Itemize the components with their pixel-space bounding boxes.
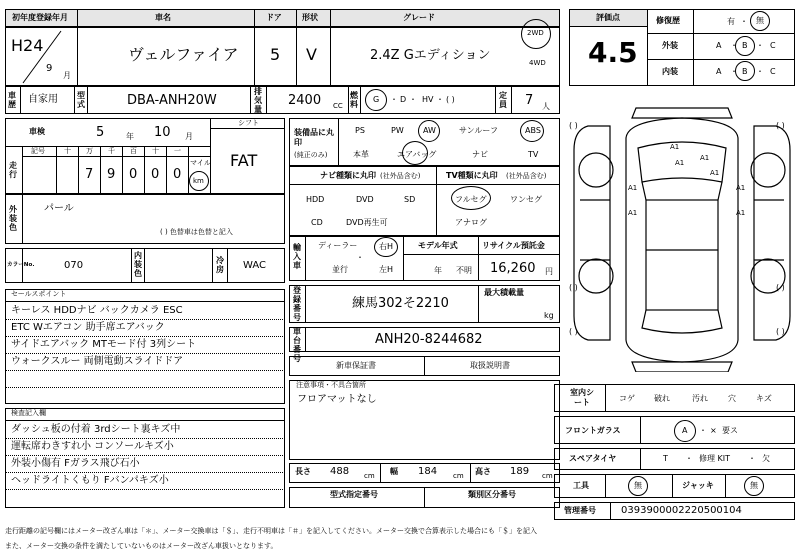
- recycle-value: 16,260: [490, 261, 536, 276]
- tv-oneseg: ワンセグ: [510, 195, 542, 204]
- spare-kit: 修理 KIT: [699, 454, 731, 463]
- seat-tear: 破れ: [654, 394, 670, 403]
- score-label: 評価点: [596, 13, 620, 22]
- equipment-sublabel: (純正のみ): [294, 151, 328, 159]
- model-name-label: 車名: [155, 13, 171, 22]
- first-reg-month-unit: 月: [63, 71, 71, 80]
- damage-label-2: A1: [700, 154, 710, 162]
- length-value: 488: [330, 466, 350, 477]
- footer-note-1: 走行距離の記号欄にはメーター改ざん車は「＊」、メーター交換車は「＄」、走行不明車は「＃」を記入してください。メーター交換で合算表示した場合にも「＄」を記入: [5, 527, 537, 535]
- height-unit: cm: [542, 472, 553, 480]
- warranty-label: 新車保証書: [336, 361, 376, 370]
- repair-history-label: 修復歴: [656, 16, 680, 25]
- chassis-value: ANH20-8244682: [375, 332, 483, 347]
- inspector-note-line-3: 外装小傷有 Fガラス飛び石小: [11, 458, 140, 469]
- svg-text:( ): ( ): [569, 121, 578, 130]
- manual-label: 取扱説明書: [470, 361, 510, 370]
- shape-label: 形状: [302, 13, 318, 22]
- damage-label-1: A1: [670, 143, 680, 151]
- color-number-label: カラーNo.: [7, 261, 35, 268]
- tv-fullseg: フルセグ: [455, 195, 487, 204]
- displacement-unit: CC: [333, 102, 343, 110]
- exterior-grade-c: C: [770, 41, 776, 50]
- grade-value: 2.4Z Gエディション: [370, 48, 491, 63]
- equip-tv: TV: [528, 150, 539, 159]
- score-value: 4.5: [588, 36, 638, 69]
- spare-t: T: [663, 454, 668, 463]
- max-load-unit: kg: [544, 311, 554, 320]
- capacity-unit: 人: [542, 102, 550, 111]
- equip-navi: ナビ: [472, 150, 488, 159]
- mileage-digit-2: 0: [129, 167, 138, 182]
- equipment-label: 装備品に丸印: [294, 128, 334, 147]
- fuel-g: G: [373, 95, 380, 104]
- navi-label: ナビ種類に丸印: [320, 171, 376, 180]
- import-dealer: ディーラー: [318, 241, 358, 250]
- svg-text:( ): ( ): [569, 327, 578, 336]
- navi-cd: CD: [311, 218, 323, 227]
- tv-label: TV種類に丸印: [446, 171, 498, 180]
- recycle-label: リサイクル預託金: [482, 241, 545, 250]
- interior-grade-label: 内装: [662, 67, 678, 76]
- equip-airbag: エアバッグ: [397, 150, 437, 159]
- interior-grade-b: B: [742, 67, 748, 76]
- interior-grade-c: C: [770, 67, 776, 76]
- color-value: パール: [44, 203, 74, 214]
- color-note: ( ) 色替車は色替と記入: [160, 228, 233, 236]
- inspection-month-unit: 月: [185, 132, 193, 141]
- sales-point-line-3: サイドエアバック MTモード付 3列シート: [11, 339, 197, 350]
- plate-value: 練馬302そ2210: [352, 296, 449, 311]
- model-year-unknown: 不明: [456, 266, 472, 275]
- body-shape: V: [306, 45, 317, 64]
- equip-abs: ABS: [525, 126, 541, 135]
- damage-label-4: A1: [710, 169, 720, 177]
- repair-no: 無: [756, 16, 764, 25]
- seat-stain: 汚れ: [692, 394, 708, 403]
- mileage-label: 走行: [9, 161, 17, 179]
- notes-value: フロアマットなし: [297, 394, 377, 405]
- mileage-digit-0: 7: [85, 167, 94, 182]
- exterior-grade-b: B: [742, 41, 748, 50]
- displacement-label: 排気量: [254, 87, 262, 114]
- equip-ps: PS: [355, 126, 365, 135]
- notes-block: [289, 380, 560, 460]
- vehicle-damage-diagram: [566, 90, 798, 372]
- width-unit: cm: [453, 472, 464, 480]
- sales-point-line-2: ETC Wエアコン 助手席エアバック: [11, 322, 165, 333]
- svg-text:( ): ( ): [776, 327, 785, 336]
- inspection-year: 5: [96, 125, 105, 140]
- recycle-unit: 円: [545, 267, 553, 276]
- first-reg-era: H24: [11, 36, 44, 55]
- mile-label: マイル: [190, 159, 211, 167]
- spare-tire-label: スペアタイヤ: [569, 454, 617, 463]
- inspector-note-line-2: 運転席わきすれ小 コンソールキズ小: [11, 441, 174, 452]
- height-value: 189: [510, 466, 530, 477]
- fuel-d: D: [400, 95, 407, 104]
- width-value: 184: [418, 466, 438, 477]
- damage-label-6: A1: [736, 184, 746, 192]
- repair-yes: 有: [727, 17, 735, 26]
- windshield-replace: 要ス: [722, 426, 738, 435]
- seat-hole: 穴: [728, 394, 736, 403]
- tv-sub: (社外品含む): [506, 172, 547, 180]
- notes-label: 注意事項・不具合箇所: [296, 381, 366, 389]
- mileage-header-3: 千: [108, 147, 115, 155]
- tools-value: 無: [634, 481, 642, 490]
- plate-label: 登録番号: [293, 286, 301, 322]
- damage-label-5: A1: [628, 184, 638, 192]
- mileage-header-0: 記号: [31, 147, 45, 155]
- mileage-digit-3: 0: [151, 167, 160, 182]
- color-number-value: 070: [64, 260, 84, 271]
- use-value: 自家用: [28, 94, 58, 105]
- import-parallel: 並行: [332, 265, 348, 274]
- tools-label: 工具: [573, 481, 589, 490]
- drive-4wd: 4WD: [529, 59, 546, 67]
- footer-note-2: また、メーター交換の条件を満たしていないものはメーター改ざん車扱いとなります。: [5, 542, 278, 550]
- interior-grade-a: A: [716, 67, 722, 76]
- damage-label-7: A1: [628, 209, 638, 217]
- grade-label: グレード: [403, 13, 435, 22]
- fuel-hv: HV: [422, 95, 434, 104]
- category-label: 類別区分番号: [468, 490, 516, 499]
- equip-sunroof: サンルーフ: [459, 126, 498, 135]
- import-label: 輸入車: [293, 243, 301, 270]
- jack-value: 無: [750, 481, 758, 490]
- equip-pw: PW: [391, 126, 404, 135]
- damage-label-3: A1: [675, 159, 685, 167]
- seat-burn: コゲ: [619, 394, 635, 403]
- tv-analog: アナログ: [455, 218, 487, 227]
- sales-point-line-4: ウォークスルー 両側電動スライドドア: [11, 356, 184, 367]
- svg-text:( ): ( ): [776, 121, 785, 130]
- mileage-digit-4: 0: [173, 167, 182, 182]
- first-reg-label: 初年度登録年月: [12, 13, 68, 22]
- inspection-year-unit: 年: [126, 132, 134, 141]
- management-label: 管理番号: [564, 506, 596, 515]
- displacement-value: 2400: [288, 93, 322, 108]
- equip-leather: 本革: [353, 150, 369, 159]
- registration-row: [5, 86, 560, 114]
- color-block: [5, 194, 285, 244]
- vehicle-name: ヴェルファイア: [128, 45, 239, 64]
- ac-label: 冷房: [216, 256, 224, 274]
- shift-value: FAT: [230, 151, 258, 170]
- km-label: km: [193, 177, 204, 185]
- model-code-label: 型式: [77, 91, 85, 109]
- mileage-header-4: 百: [130, 147, 137, 155]
- navi-hdd: HDD: [306, 195, 325, 204]
- type-designation-label: 型式指定番号: [330, 490, 378, 499]
- inspector-note-line-4: ヘッドライトくもり Fバンパキズ小: [11, 475, 169, 486]
- model-year-unit: 年: [434, 266, 442, 275]
- model-code-value: DBA-ANH20W: [127, 93, 217, 108]
- svg-text:( ): ( ): [569, 283, 578, 292]
- color-label: 外装色: [9, 205, 17, 232]
- seat-scratch: キズ: [756, 394, 772, 403]
- shift-label: シフト: [238, 119, 259, 127]
- inspection-label: 車検: [29, 127, 45, 136]
- first-reg-month: 9: [46, 63, 53, 74]
- inspector-notes-label: 検査記入欄: [11, 409, 46, 417]
- windshield-a: A: [682, 426, 688, 435]
- right-hand: 右H: [379, 242, 394, 251]
- length-unit: cm: [364, 472, 375, 480]
- interior-color-label: 内装色: [134, 251, 142, 278]
- navi-sd: SD: [404, 195, 416, 204]
- navi-sub: (社外品含む): [380, 172, 421, 180]
- max-load-label: 最大積載量: [484, 288, 524, 297]
- fuel-other: ( ): [446, 95, 455, 104]
- fuel-label: 燃料: [350, 91, 358, 109]
- left-hand: 左H: [379, 265, 394, 274]
- mileage-header-2: 万: [86, 147, 93, 155]
- sales-point-line-1: キーレス HDDナビ バックカメラ ESC: [11, 305, 183, 316]
- width-label: 幅: [390, 467, 398, 476]
- drive-2wd: 2WD: [527, 29, 544, 37]
- equip-aw: AW: [423, 126, 436, 135]
- mileage-header-6: 一: [174, 147, 181, 155]
- capacity-value: 7: [525, 93, 534, 108]
- inspector-note-line-1: ダッシュ板の付着 3rdシート裏キズ中: [11, 424, 181, 435]
- ac-value: WAC: [243, 260, 266, 271]
- management-value: 0393900002220500104: [621, 505, 742, 516]
- jack-label: ジャッキ: [682, 481, 714, 490]
- sales-points-label: セールスポイント: [11, 290, 67, 298]
- mileage-header-5: 十: [152, 147, 159, 155]
- exterior-grade-label: 外装: [662, 41, 678, 50]
- spare-none: 欠: [762, 454, 770, 463]
- chassis-label: 車台番号: [293, 327, 301, 363]
- use-label: 車歴: [8, 91, 16, 109]
- door-label: ドア: [266, 13, 282, 22]
- mileage-header-1: 十: [64, 147, 71, 155]
- interior-seat-label: 室内シート: [570, 388, 594, 407]
- navi-dvd-play: DVD再生可: [346, 218, 388, 227]
- windshield-x: ×: [710, 426, 717, 435]
- exterior-grade-a: A: [716, 41, 722, 50]
- windshield-label: フロントガラス: [565, 426, 621, 435]
- mileage-digit-1: 9: [107, 167, 116, 182]
- model-year-label: モデル年式: [418, 241, 458, 250]
- svg-text:( ): ( ): [776, 283, 785, 292]
- length-label: 長さ: [295, 467, 311, 476]
- capacity-label: 定員: [499, 91, 507, 109]
- door-count: 5: [270, 45, 281, 64]
- navi-dvd: DVD: [356, 195, 374, 204]
- damage-label-8: A1: [736, 209, 746, 217]
- height-label: 高さ: [475, 467, 491, 476]
- inspection-month: 10: [154, 125, 171, 140]
